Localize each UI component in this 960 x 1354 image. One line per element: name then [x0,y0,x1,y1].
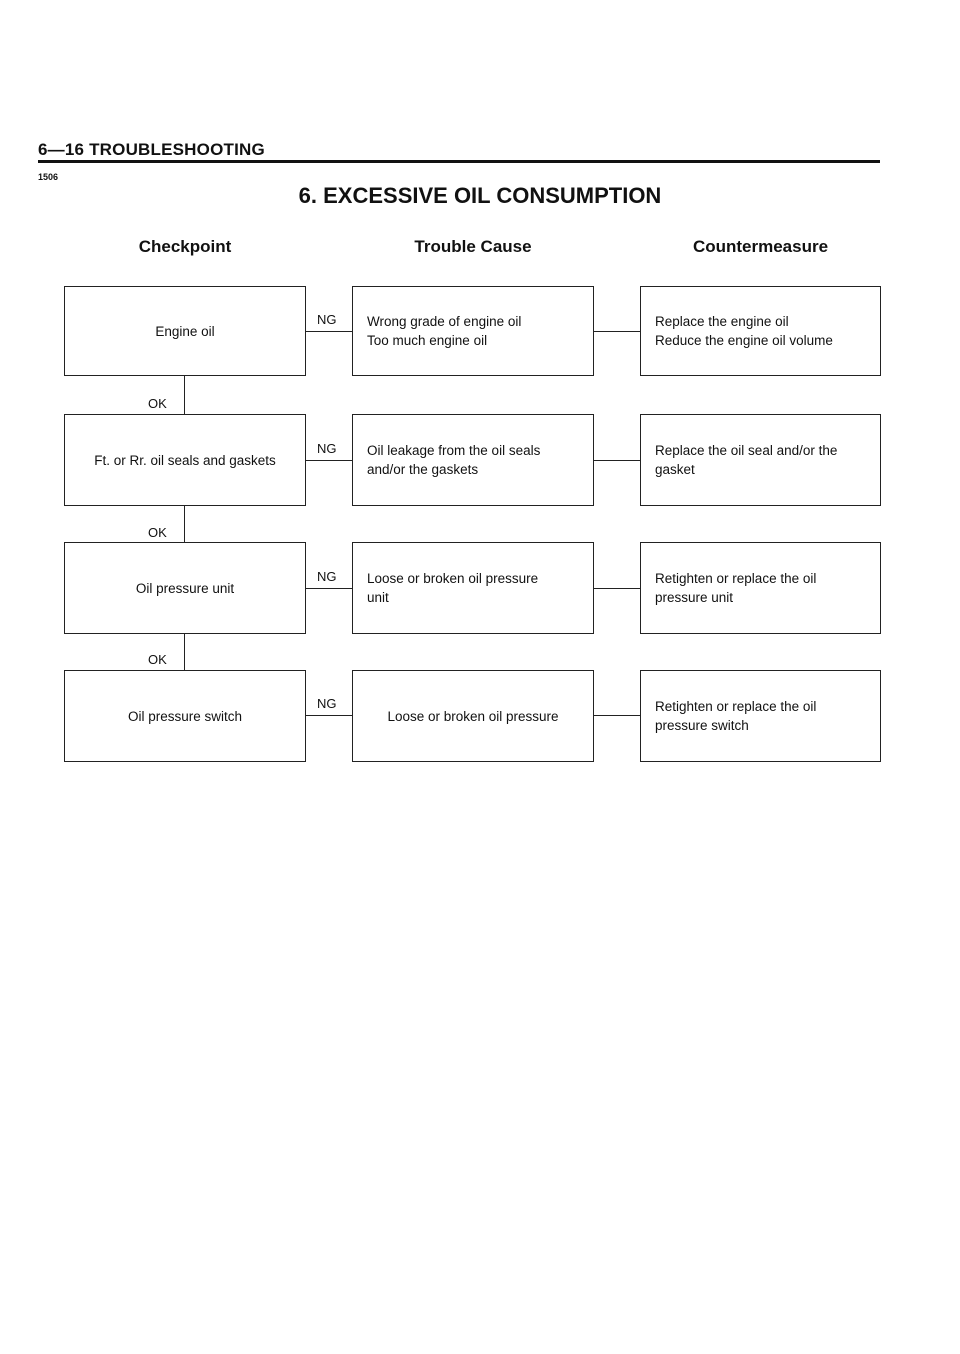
cause-text: Loose or broken oil pressure unit [367,571,539,605]
checkpoint-label: Oil pressure unit [135,580,235,596]
column-header-cause: Trouble Cause [414,237,532,256]
cause-box-row-3 [352,542,594,634]
ng-label: NG [317,696,337,711]
ng-label: NG [317,569,337,584]
ng-connector [306,588,352,589]
countermeasure-text: Retighten or replace the oil pressure switch [655,699,817,733]
checkpoint-box-oil-pressure-switch [64,670,306,762]
page-code: 1506 [38,172,59,182]
header-rule [38,160,880,163]
ng-connector [306,331,352,332]
countermeasure-text: Replace the engine oil Reduce the engine oil volume [655,314,833,348]
checkpoint-label: Engine oil [155,323,215,339]
cause-measure-connector [594,588,640,589]
page-title: 6. EXCESSIVE OIL CONSUMPTION [298,183,662,208]
cause-box-row-2 [352,414,594,506]
countermeasure-box-row-2 [640,414,881,506]
cause-measure-connector [594,460,640,461]
checkpoint-box-engine-oil [64,286,306,376]
ok-label: OK [148,652,167,667]
cause-text: Oil leakage from the oil seals and/or the gaskets [367,443,541,477]
countermeasure-box-row-4 [640,670,881,762]
countermeasure-box-row-1 [640,286,881,376]
ng-label: NG [317,441,337,456]
ok-label: OK [148,396,167,411]
checkpoint-box-oil-seals [64,414,306,506]
ng-connector [306,460,352,461]
column-header-checkpoint: Checkpoint [138,237,232,256]
section-header: 6—16 TROUBLESHOOTING [38,140,265,159]
ok-connector [184,376,185,414]
ok-connector [184,506,185,542]
checkpoint-label: Oil pressure switch [127,708,243,724]
ok-connector [184,634,185,670]
cause-box-row-4 [352,670,594,762]
cause-measure-connector [594,331,640,332]
countermeasure-text: Retighten or replace the oil pressure unit [655,571,817,605]
checkpoint-label: Ft. or Rr. oil seals and gaskets [94,452,276,468]
cause-text: Loose or broken oil pressure [387,708,559,724]
checkpoint-box-oil-pressure-unit [64,542,306,634]
cause-box-row-1 [352,286,594,376]
ng-label: NG [317,312,337,327]
cause-text: Wrong grade of engine oil Too much engine oil [367,314,522,348]
ng-connector [306,715,352,716]
ok-label: OK [148,525,167,540]
cause-measure-connector [594,715,640,716]
countermeasure-box-row-3 [640,542,881,634]
countermeasure-text: Replace the oil seal and/or the gasket [655,443,838,477]
column-header-countermeasure: Countermeasure [692,237,829,256]
